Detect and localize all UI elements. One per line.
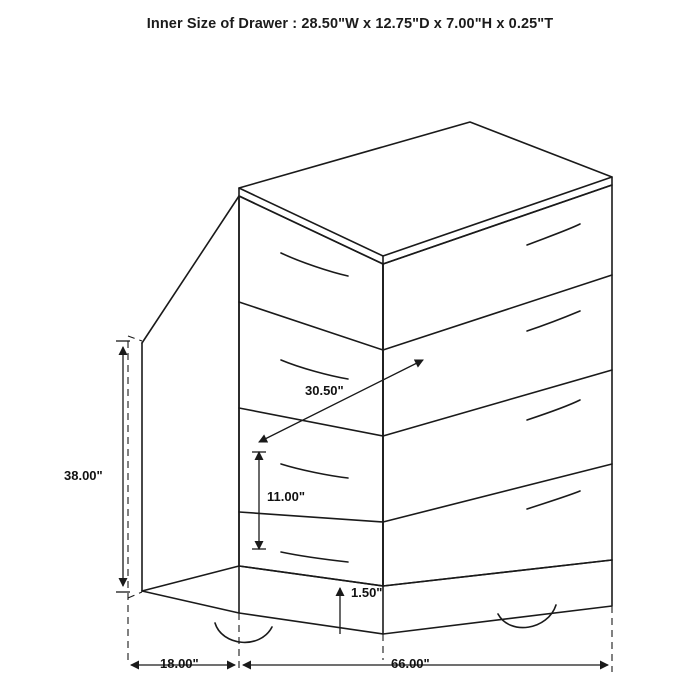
dimension-label-drawer-width: 30.50": [305, 383, 344, 398]
ext-line-bottom-left: [128, 592, 142, 598]
dimension-drawer-height: [252, 452, 266, 549]
ext-line-top-left: [128, 336, 142, 341]
dimension-label-width: 66.00": [391, 656, 430, 671]
dimension-label-drawer-height: 11.00": [267, 489, 305, 504]
dimension-drawer-width: [259, 360, 423, 442]
dimension-lines: [116, 336, 612, 672]
dresser-body: [142, 122, 612, 642]
dimension-label-base-height: 1.50": [351, 585, 383, 600]
dimension-label-depth: 18.00": [160, 656, 199, 671]
page-title: Inner Size of Drawer : 28.50"W x 12.75"D x 7.00"H x 0.25"T: [146, 16, 554, 32]
dimension-label-height: 38.00": [64, 468, 103, 483]
